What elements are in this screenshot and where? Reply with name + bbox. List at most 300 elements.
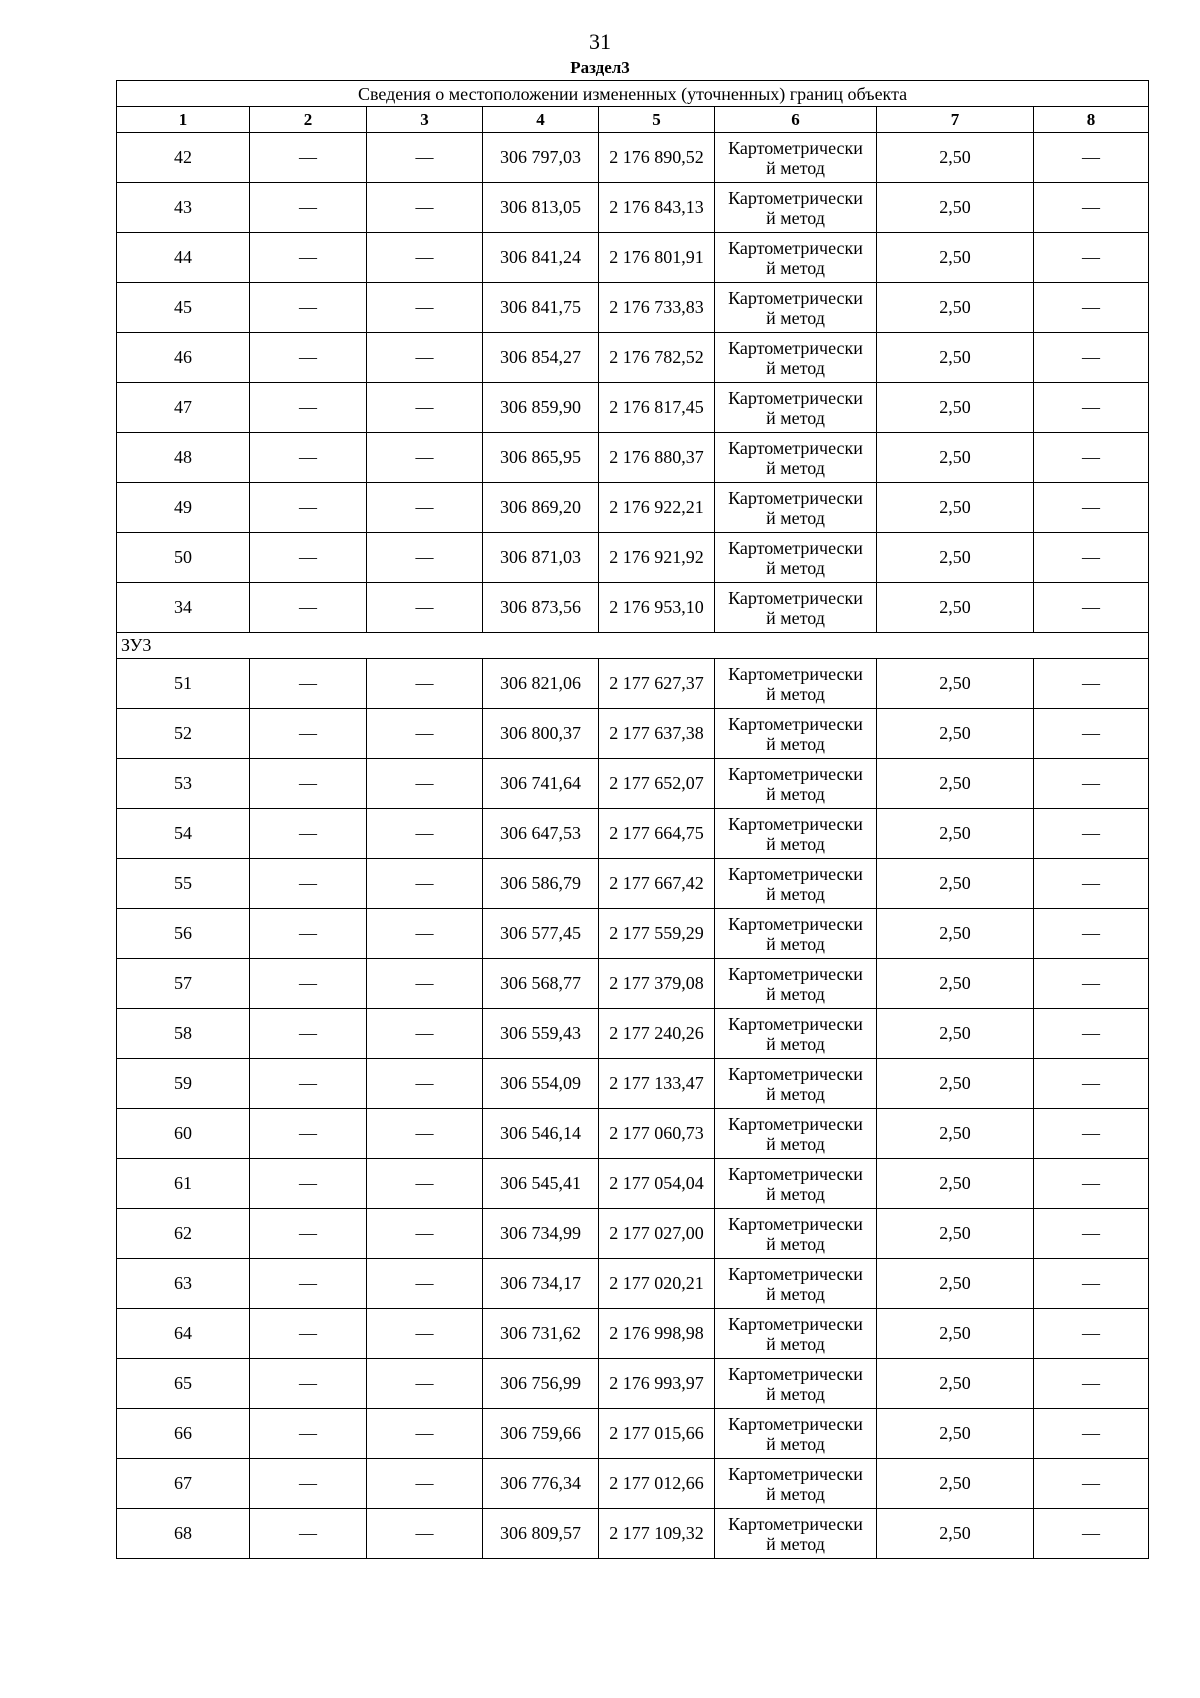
y-coordinate-cell: 2 176 801,91: [599, 233, 715, 283]
column-3-cell: —: [367, 709, 483, 759]
accuracy-cell: 2,50: [877, 1509, 1034, 1559]
table-row: [117, 283, 1149, 333]
method-line: й метод: [766, 933, 825, 954]
table-row: [117, 1509, 1149, 1559]
column-8-cell: —: [1034, 1359, 1149, 1409]
column-8-cell: —: [1034, 709, 1149, 759]
column-3-cell: —: [367, 183, 483, 233]
method-line: й метод: [766, 1283, 825, 1304]
table-row: [117, 1309, 1149, 1359]
accuracy-cell: 2,50: [877, 859, 1034, 909]
y-coordinate-cell: 2 176 922,21: [599, 483, 715, 533]
method-cell: [715, 1309, 877, 1359]
accuracy-cell: 2,50: [877, 1159, 1034, 1209]
method-line: й метод: [766, 507, 825, 528]
accuracy-cell: 2,50: [877, 1309, 1034, 1359]
column-3-cell: —: [367, 1509, 483, 1559]
x-coordinate-cell: 306 841,75: [483, 283, 599, 333]
column-3-cell: —: [367, 283, 483, 333]
table-row: [117, 533, 1149, 583]
column-2-cell: —: [250, 1359, 367, 1409]
point-number-cell: 54: [117, 809, 250, 859]
table-row: [117, 709, 1149, 759]
column-8-cell: —: [1034, 1109, 1149, 1159]
column-8-cell: —: [1034, 483, 1149, 533]
method-cell: [715, 809, 877, 859]
point-number-cell: 60: [117, 1109, 250, 1159]
method-line: Картометрически: [728, 763, 863, 784]
method-line: Картометрически: [728, 337, 863, 358]
method-line: Картометрически: [728, 813, 863, 834]
column-3-cell: —: [367, 133, 483, 183]
table-row: [117, 1359, 1149, 1409]
table-row: [117, 1409, 1149, 1459]
accuracy-cell: 2,50: [877, 759, 1034, 809]
column-3-cell: —: [367, 483, 483, 533]
method-line: Картометрически: [728, 863, 863, 884]
point-number-cell: 52: [117, 709, 250, 759]
method-cell: [715, 283, 877, 333]
column-8-cell: —: [1034, 759, 1149, 809]
point-number-cell: 59: [117, 1059, 250, 1109]
column-2-cell: —: [250, 859, 367, 909]
column-2-cell: —: [250, 909, 367, 959]
accuracy-cell: 2,50: [877, 659, 1034, 709]
y-coordinate-cell: 2 177 627,37: [599, 659, 715, 709]
accuracy-cell: 2,50: [877, 1259, 1034, 1309]
table-row: [117, 1459, 1149, 1509]
method-line: й метод: [766, 1083, 825, 1104]
column-number: 5: [599, 107, 715, 133]
column-3-cell: —: [367, 1359, 483, 1409]
column-2-cell: —: [250, 1109, 367, 1159]
point-number-cell: 50: [117, 533, 250, 583]
accuracy-cell: 2,50: [877, 483, 1034, 533]
method-cell: [715, 659, 877, 709]
point-number-cell: 51: [117, 659, 250, 709]
column-2-cell: —: [250, 1309, 367, 1359]
y-coordinate-cell: 2 176 953,10: [599, 583, 715, 633]
point-number-cell: 56: [117, 909, 250, 959]
y-coordinate-cell: 2 177 015,66: [599, 1409, 715, 1459]
accuracy-cell: 2,50: [877, 133, 1034, 183]
point-number-cell: 62: [117, 1209, 250, 1259]
method-line: й метод: [766, 883, 825, 904]
method-cell: [715, 1509, 877, 1559]
method-cell: [715, 333, 877, 383]
column-2-cell: —: [250, 959, 367, 1009]
column-8-cell: —: [1034, 1059, 1149, 1109]
table-row: [117, 959, 1149, 1009]
method-line: й метод: [766, 1333, 825, 1354]
x-coordinate-cell: 306 756,99: [483, 1359, 599, 1409]
x-coordinate-cell: 306 559,43: [483, 1009, 599, 1059]
page-number: 31: [589, 29, 611, 54]
column-2-cell: —: [250, 183, 367, 233]
table-row: [117, 233, 1149, 283]
method-line: Картометрически: [728, 1013, 863, 1034]
accuracy-cell: 2,50: [877, 183, 1034, 233]
accuracy-cell: 2,50: [877, 1459, 1034, 1509]
method-line: й метод: [766, 157, 825, 178]
column-8-cell: —: [1034, 1159, 1149, 1209]
accuracy-cell: 2,50: [877, 383, 1034, 433]
method-line: й метод: [766, 557, 825, 578]
column-2-cell: —: [250, 383, 367, 433]
column-3-cell: —: [367, 433, 483, 483]
column-3-cell: —: [367, 659, 483, 709]
point-number-cell: 45: [117, 283, 250, 333]
point-number-cell: 68: [117, 1509, 250, 1559]
point-number-cell: 43: [117, 183, 250, 233]
method-cell: [715, 1259, 877, 1309]
column-3-cell: —: [367, 1259, 483, 1309]
column-number-row: [117, 107, 1149, 133]
column-3-cell: —: [367, 583, 483, 633]
method-line: й метод: [766, 457, 825, 478]
column-2-cell: —: [250, 709, 367, 759]
method-line: й метод: [766, 683, 825, 704]
point-number-cell: 55: [117, 859, 250, 909]
method-line: Картометрически: [728, 587, 863, 608]
method-line: Картометрически: [728, 663, 863, 684]
method-line: й метод: [766, 733, 825, 754]
method-line: й метод: [766, 1383, 825, 1404]
column-2-cell: —: [250, 809, 367, 859]
method-line: й метод: [766, 783, 825, 804]
y-coordinate-cell: 2 176 843,13: [599, 183, 715, 233]
column-8-cell: —: [1034, 659, 1149, 709]
x-coordinate-cell: 306 554,09: [483, 1059, 599, 1109]
column-3-cell: —: [367, 759, 483, 809]
method-line: Картометрически: [728, 1163, 863, 1184]
column-2-cell: —: [250, 433, 367, 483]
method-line: й метод: [766, 357, 825, 378]
x-coordinate-cell: 306 546,14: [483, 1109, 599, 1159]
column-8-cell: —: [1034, 1409, 1149, 1459]
x-coordinate-cell: 306 734,17: [483, 1259, 599, 1309]
y-coordinate-cell: 2 177 240,26: [599, 1009, 715, 1059]
coordinates-table: [116, 80, 1149, 1559]
table-row: [117, 659, 1149, 709]
method-cell: [715, 1009, 877, 1059]
column-2-cell: —: [250, 583, 367, 633]
table-body: [117, 133, 1149, 1559]
method-line: Картометрически: [728, 387, 863, 408]
column-8-cell: —: [1034, 959, 1149, 1009]
method-line: й метод: [766, 307, 825, 328]
method-line: й метод: [766, 983, 825, 1004]
method-line: Картометрически: [728, 437, 863, 458]
x-coordinate-cell: 306 821,06: [483, 659, 599, 709]
table-row: [117, 1059, 1149, 1109]
method-line: Картометрически: [728, 1063, 863, 1084]
column-number: 8: [1034, 107, 1149, 133]
column-3-cell: —: [367, 383, 483, 433]
y-coordinate-cell: 2 176 890,52: [599, 133, 715, 183]
method-cell: [715, 133, 877, 183]
accuracy-cell: 2,50: [877, 233, 1034, 283]
table-row: [117, 433, 1149, 483]
y-coordinate-cell: 2 176 733,83: [599, 283, 715, 333]
point-number-cell: 64: [117, 1309, 250, 1359]
method-cell: [715, 709, 877, 759]
point-number-cell: 46: [117, 333, 250, 383]
column-2-cell: —: [250, 659, 367, 709]
method-line: й метод: [766, 1133, 825, 1154]
accuracy-cell: 2,50: [877, 1409, 1034, 1459]
column-3-cell: —: [367, 1209, 483, 1259]
column-2-cell: —: [250, 1409, 367, 1459]
method-line: Картометрически: [728, 187, 863, 208]
y-coordinate-cell: 2 177 559,29: [599, 909, 715, 959]
column-3-cell: —: [367, 859, 483, 909]
table-row: [117, 1009, 1149, 1059]
y-coordinate-cell: 2 176 880,37: [599, 433, 715, 483]
x-coordinate-cell: 306 813,05: [483, 183, 599, 233]
method-line: й метод: [766, 1183, 825, 1204]
method-cell: [715, 959, 877, 1009]
table-row: [117, 1109, 1149, 1159]
column-8-cell: —: [1034, 859, 1149, 909]
column-3-cell: —: [367, 1009, 483, 1059]
y-coordinate-cell: 2 176 993,97: [599, 1359, 715, 1409]
method-cell: [715, 1109, 877, 1159]
accuracy-cell: 2,50: [877, 533, 1034, 583]
y-coordinate-cell: 2 177 012,66: [599, 1459, 715, 1509]
table-row: [117, 483, 1149, 533]
y-coordinate-cell: 2 177 020,21: [599, 1259, 715, 1309]
method-cell: [715, 483, 877, 533]
x-coordinate-cell: 306 809,57: [483, 1509, 599, 1559]
column-8-cell: —: [1034, 1209, 1149, 1259]
column-number: 3: [367, 107, 483, 133]
y-coordinate-cell: 2 176 817,45: [599, 383, 715, 433]
method-line: й метод: [766, 1483, 825, 1504]
column-2-cell: —: [250, 1209, 367, 1259]
method-cell: [715, 533, 877, 583]
column-8-cell: —: [1034, 1309, 1149, 1359]
method-cell: [715, 759, 877, 809]
point-number-cell: 58: [117, 1009, 250, 1059]
accuracy-cell: 2,50: [877, 1059, 1034, 1109]
x-coordinate-cell: 306 731,62: [483, 1309, 599, 1359]
method-cell: [715, 233, 877, 283]
method-cell: [715, 1459, 877, 1509]
y-coordinate-cell: 2 177 652,07: [599, 759, 715, 809]
method-cell: [715, 1159, 877, 1209]
table-row: [117, 809, 1149, 859]
column-2-cell: —: [250, 333, 367, 383]
method-cell: [715, 1409, 877, 1459]
accuracy-cell: 2,50: [877, 809, 1034, 859]
method-line: Картометрически: [728, 237, 863, 258]
column-2-cell: —: [250, 1059, 367, 1109]
method-cell: [715, 433, 877, 483]
accuracy-cell: 2,50: [877, 283, 1034, 333]
column-8-cell: —: [1034, 433, 1149, 483]
method-line: й метод: [766, 257, 825, 278]
accuracy-cell: 2,50: [877, 959, 1034, 1009]
accuracy-cell: 2,50: [877, 709, 1034, 759]
column-8-cell: —: [1034, 133, 1149, 183]
column-2-cell: —: [250, 283, 367, 333]
point-number-cell: 53: [117, 759, 250, 809]
column-2-cell: —: [250, 1009, 367, 1059]
point-number-cell: 61: [117, 1159, 250, 1209]
column-2-cell: —: [250, 533, 367, 583]
x-coordinate-cell: 306 871,03: [483, 533, 599, 583]
table-row: [117, 1209, 1149, 1259]
column-2-cell: —: [250, 1459, 367, 1509]
point-number-cell: 42: [117, 133, 250, 183]
y-coordinate-cell: 2 177 027,00: [599, 1209, 715, 1259]
column-8-cell: —: [1034, 183, 1149, 233]
x-coordinate-cell: 306 734,99: [483, 1209, 599, 1259]
table-row: [117, 909, 1149, 959]
point-number-cell: 66: [117, 1409, 250, 1459]
method-line: Картометрически: [728, 1463, 863, 1484]
column-2-cell: —: [250, 133, 367, 183]
column-2-cell: —: [250, 233, 367, 283]
x-coordinate-cell: 306 568,77: [483, 959, 599, 1009]
method-line: й метод: [766, 207, 825, 228]
method-line: Картометрически: [728, 537, 863, 558]
x-coordinate-cell: 306 647,53: [483, 809, 599, 859]
x-coordinate-cell: 306 869,20: [483, 483, 599, 533]
column-8-cell: —: [1034, 583, 1149, 633]
method-cell: [715, 383, 877, 433]
table-row: [117, 183, 1149, 233]
column-8-cell: —: [1034, 533, 1149, 583]
group-label: ЗУ3: [117, 633, 1149, 659]
y-coordinate-cell: 2 177 133,47: [599, 1059, 715, 1109]
method-cell: [715, 183, 877, 233]
accuracy-cell: 2,50: [877, 1009, 1034, 1059]
table-row: [117, 133, 1149, 183]
y-coordinate-cell: 2 177 054,04: [599, 1159, 715, 1209]
group-row: [117, 633, 1149, 659]
point-number-cell: 49: [117, 483, 250, 533]
point-number-cell: 57: [117, 959, 250, 1009]
table-row: [117, 583, 1149, 633]
method-line: й метод: [766, 1533, 825, 1554]
method-cell: [715, 583, 877, 633]
column-2-cell: —: [250, 759, 367, 809]
column-2-cell: —: [250, 483, 367, 533]
x-coordinate-cell: 306 865,95: [483, 433, 599, 483]
method-cell: [715, 909, 877, 959]
y-coordinate-cell: 2 176 921,92: [599, 533, 715, 583]
method-line: й метод: [766, 407, 825, 428]
x-coordinate-cell: 306 759,66: [483, 1409, 599, 1459]
point-number-cell: 65: [117, 1359, 250, 1409]
x-coordinate-cell: 306 859,90: [483, 383, 599, 433]
column-3-cell: —: [367, 1159, 483, 1209]
method-line: й метод: [766, 833, 825, 854]
column-3-cell: —: [367, 533, 483, 583]
table-row: [117, 759, 1149, 809]
method-cell: [715, 1359, 877, 1409]
column-3-cell: —: [367, 809, 483, 859]
column-number: 4: [483, 107, 599, 133]
column-3-cell: —: [367, 909, 483, 959]
column-3-cell: —: [367, 1059, 483, 1109]
column-8-cell: —: [1034, 333, 1149, 383]
method-line: й метод: [766, 1233, 825, 1254]
method-line: й метод: [766, 607, 825, 628]
method-line: й метод: [766, 1033, 825, 1054]
table-row: [117, 1159, 1149, 1209]
column-3-cell: —: [367, 333, 483, 383]
y-coordinate-cell: 2 177 060,73: [599, 1109, 715, 1159]
accuracy-cell: 2,50: [877, 1109, 1034, 1159]
x-coordinate-cell: 306 800,37: [483, 709, 599, 759]
accuracy-cell: 2,50: [877, 1359, 1034, 1409]
column-8-cell: —: [1034, 1259, 1149, 1309]
y-coordinate-cell: 2 177 379,08: [599, 959, 715, 1009]
method-line: Картометрически: [728, 487, 863, 508]
column-8-cell: —: [1034, 383, 1149, 433]
method-line: Картометрически: [728, 287, 863, 308]
column-2-cell: —: [250, 1259, 367, 1309]
column-2-cell: —: [250, 1509, 367, 1559]
column-number: 1: [117, 107, 250, 133]
x-coordinate-cell: 306 841,24: [483, 233, 599, 283]
method-line: Картометрически: [728, 137, 863, 158]
accuracy-cell: 2,50: [877, 333, 1034, 383]
column-number: 7: [877, 107, 1034, 133]
column-number: 6: [715, 107, 877, 133]
point-number-cell: 34: [117, 583, 250, 633]
accuracy-cell: 2,50: [877, 583, 1034, 633]
x-coordinate-cell: 306 577,45: [483, 909, 599, 959]
method-line: Картометрически: [728, 713, 863, 734]
accuracy-cell: 2,50: [877, 909, 1034, 959]
column-3-cell: —: [367, 1109, 483, 1159]
method-line: Картометрически: [728, 963, 863, 984]
column-8-cell: —: [1034, 1509, 1149, 1559]
method-cell: [715, 1209, 877, 1259]
x-coordinate-cell: 306 545,41: [483, 1159, 599, 1209]
column-8-cell: —: [1034, 283, 1149, 333]
point-number-cell: 63: [117, 1259, 250, 1309]
y-coordinate-cell: 2 176 782,52: [599, 333, 715, 383]
table-row: [117, 859, 1149, 909]
column-3-cell: —: [367, 233, 483, 283]
x-coordinate-cell: 306 586,79: [483, 859, 599, 909]
section-title: Раздел3: [570, 58, 630, 77]
method-cell: [715, 859, 877, 909]
method-line: Картометрически: [728, 1413, 863, 1434]
point-number-cell: 67: [117, 1459, 250, 1509]
column-8-cell: —: [1034, 1009, 1149, 1059]
x-coordinate-cell: 306 741,64: [483, 759, 599, 809]
x-coordinate-cell: 306 797,03: [483, 133, 599, 183]
method-cell: [715, 1059, 877, 1109]
point-number-cell: 44: [117, 233, 250, 283]
method-line: Картометрически: [728, 1363, 863, 1384]
column-number: 2: [250, 107, 367, 133]
y-coordinate-cell: 2 177 664,75: [599, 809, 715, 859]
point-number-cell: 47: [117, 383, 250, 433]
point-number-cell: 48: [117, 433, 250, 483]
column-8-cell: —: [1034, 809, 1149, 859]
method-line: Картометрически: [728, 1263, 863, 1284]
column-2-cell: —: [250, 1159, 367, 1209]
column-3-cell: —: [367, 1459, 483, 1509]
x-coordinate-cell: 306 776,34: [483, 1459, 599, 1509]
